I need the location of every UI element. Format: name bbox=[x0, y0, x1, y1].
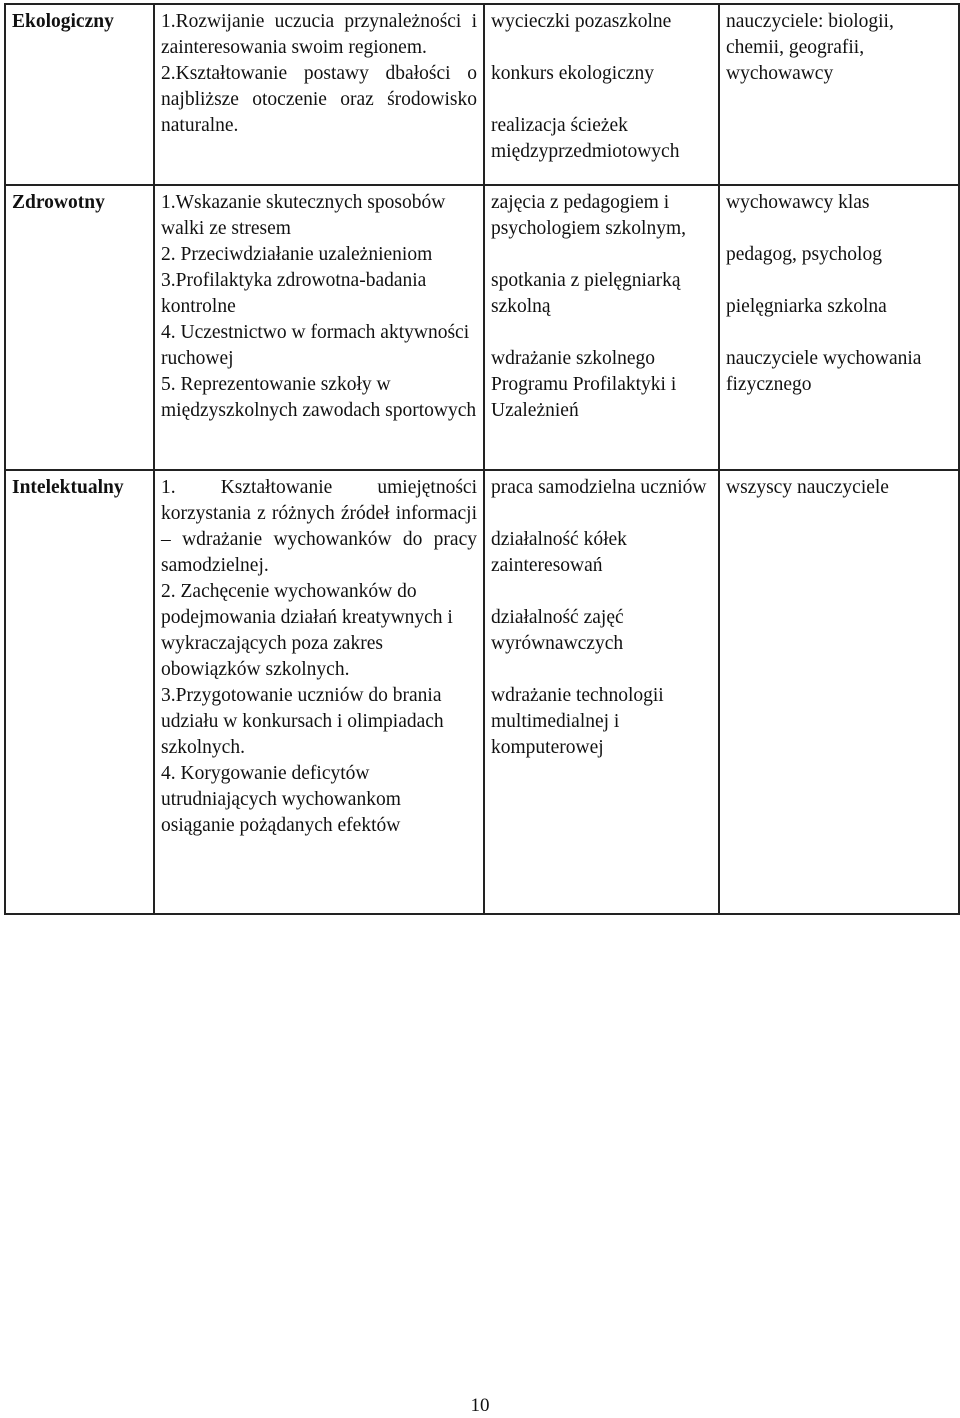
table-row bbox=[5, 4, 959, 185]
page-number: 10 bbox=[470, 1395, 490, 1416]
responsible-item: wszyscy nauczyciele bbox=[726, 477, 889, 498]
goal-item: 2. Przeciwdziałanie uzależnieniom bbox=[161, 244, 433, 265]
area-label: Zdrowotny bbox=[12, 192, 105, 213]
responsible-item: pielęgniarka szkolna bbox=[726, 296, 887, 317]
area-cell bbox=[5, 470, 154, 914]
goal-item: 1. Kształtowanie umiejętności korzystania z różnych źródeł informacji – wdrażanie wychowanków do pracy samodzielnej. bbox=[161, 477, 477, 576]
goal-item: 3.Profilaktyka zdrowotna-badania kontrolne bbox=[161, 270, 427, 317]
area-cell bbox=[5, 4, 154, 185]
form-item: wycieczki pozaszkolne bbox=[491, 11, 672, 32]
responsible-item: nauczyciele wychowania fizycznego bbox=[726, 348, 922, 395]
goal-item: 5. Reprezentowanie szkoły w międzyszkolnych zawodach sportowych bbox=[161, 374, 477, 421]
area-label: Ekologiczny bbox=[12, 11, 114, 32]
table-row bbox=[5, 470, 959, 914]
education-plan-table bbox=[4, 3, 960, 915]
form-item: działalność kółek zainteresowań bbox=[491, 529, 627, 576]
goal-item: 1.Wskazanie skutecznych sposobów walki ze stresem bbox=[161, 192, 446, 239]
responsible-item: pedagog, psycholog bbox=[726, 244, 882, 265]
goal-item: 3.Przygotowanie uczniów do brania udziału w konkursach i olimpiadach szkolnych. bbox=[161, 685, 444, 758]
forms-cell bbox=[484, 470, 719, 914]
table-row bbox=[5, 185, 959, 470]
responsible-cell bbox=[719, 185, 959, 470]
goal-item: 2.Kształtowanie postawy dbałości o najbliższe otoczenie oraz środowisko naturalne. bbox=[161, 63, 477, 136]
goals-cell bbox=[154, 4, 484, 185]
area-cell bbox=[5, 185, 154, 470]
responsible-item: nauczyciele: biologii, chemii, geografii, wychowawcy bbox=[726, 11, 894, 84]
responsible-cell bbox=[719, 4, 959, 185]
forms-cell bbox=[484, 4, 719, 185]
form-item: praca samodzielna uczniów bbox=[491, 477, 707, 498]
form-item: spotkania z pielęgniarką szkolną bbox=[491, 270, 681, 317]
form-item: działalność zajęć wyrównawczych bbox=[491, 607, 624, 654]
form-item: konkurs ekologiczny bbox=[491, 63, 655, 84]
goal-item: 4. Korygowanie deficytów utrudniających wychowankom osiąganie pożądanych efektów bbox=[161, 763, 401, 836]
goals-cell bbox=[154, 470, 484, 914]
responsible-item: wychowawcy klas bbox=[726, 192, 870, 213]
goals-cell bbox=[154, 185, 484, 470]
form-item: wdrażanie szkolnego Programu Profilaktyki i Uzależnień bbox=[491, 348, 677, 421]
goal-item: 4. Uczestnictwo w formach aktywności ruchowej bbox=[161, 322, 470, 369]
goal-item: 1.Rozwijanie uczucia przynależności i zainteresowania swoim regionem. bbox=[161, 11, 477, 58]
form-item: zajęcia z pedagogiem i psychologiem szkolnym, bbox=[491, 192, 686, 239]
area-label: Intelektualny bbox=[12, 477, 124, 498]
forms-cell bbox=[484, 185, 719, 470]
responsible-cell bbox=[719, 470, 959, 914]
form-item: wdrażanie technologii multimedialnej i komputerowej bbox=[491, 685, 664, 758]
goal-item: 2. Zachęcenie wychowanków do podejmowania działań kreatywnych i wykraczających poza zakres obowiązków szkolnych. bbox=[161, 581, 453, 680]
form-item: realizacja ścieżek międzyprzedmiotowych bbox=[491, 115, 680, 162]
